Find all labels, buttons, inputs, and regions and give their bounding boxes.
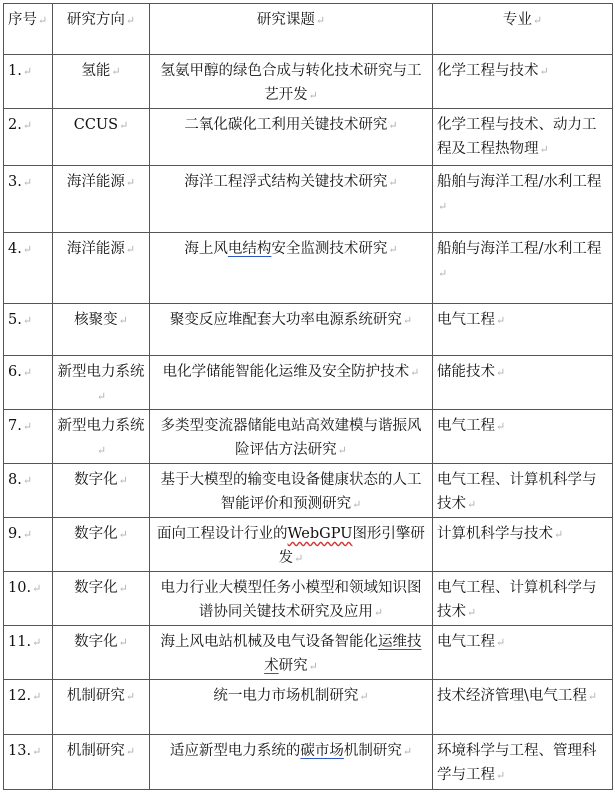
table-row <box>4 626 613 680</box>
header-direction: 研究方向↵ <box>53 4 150 55</box>
row-direction: CCUS↵ <box>53 109 150 166</box>
row-topic: 适应新型电力系统的碳市场机制研究↵ <box>150 735 433 790</box>
table-row <box>4 572 613 626</box>
row-topic: 电力行业大模型任务小模型和领域知识图谱协同关键技术研究及应用↵ <box>150 572 433 626</box>
row-major: 船舶与海洋工程/水利工程↵ <box>433 233 613 304</box>
row-major: 电气工程↵ <box>433 626 613 680</box>
row-direction: 核聚变↵ <box>53 304 150 356</box>
row-direction: 数字化↵ <box>53 464 150 518</box>
tracked-change-text: 运维技术 <box>264 634 422 674</box>
header-major: 专业↵ <box>433 4 613 55</box>
row-major: 船舶与海洋工程/水利工程↵ <box>433 166 613 233</box>
row-topic: 电化学储能智能化运维及安全防护技术↵ <box>150 356 433 410</box>
row-seq: 10.↵ <box>4 572 53 626</box>
row-seq: 8.↵ <box>4 464 53 518</box>
row-major: 计算机科学与技术↵ <box>433 518 613 572</box>
row-direction: 机制研究↵ <box>53 680 150 735</box>
row-topic: 海洋工程浮式结构关键技术研究↵ <box>150 166 433 233</box>
row-major: 化学工程与技术、动力工程及工程热物理↵ <box>433 109 613 166</box>
row-major: 电气工程↵ <box>433 304 613 356</box>
row-major: 储能技术↵ <box>433 356 613 410</box>
table-row <box>4 356 613 410</box>
row-direction: 氢能↵ <box>53 55 150 109</box>
row-seq: 5.↵ <box>4 304 53 356</box>
row-direction: 新型电力系统↵ <box>53 356 150 410</box>
spellcheck-flagged-text: WebGPU <box>287 526 353 542</box>
row-seq: 12.↵ <box>4 680 53 735</box>
table-row <box>4 233 613 304</box>
row-major: 电气工程↵ <box>433 410 613 464</box>
row-seq: 13.↵ <box>4 735 53 790</box>
table-row <box>4 680 613 735</box>
row-seq: 4.↵ <box>4 233 53 304</box>
header-seq: 序号↵ <box>4 4 53 55</box>
table-header-row <box>4 4 613 55</box>
row-seq: 9.↵ <box>4 518 53 572</box>
table-row <box>4 304 613 356</box>
row-major: 电气工程、计算机科学与技术↵ <box>433 464 613 518</box>
row-topic: 海上风电站机械及电气设备智能化运维技术研究↵ <box>150 626 433 680</box>
tracked-change-text: 碳市场 <box>300 743 344 759</box>
table-row <box>4 166 613 233</box>
row-topic: 二氧化碳化工利用关键技术研究↵ <box>150 109 433 166</box>
table-row <box>4 464 613 518</box>
row-direction: 海洋能源↵ <box>53 166 150 233</box>
row-topic: 多类型变流器储能电站高效建模与谐振风险评估方法研究↵ <box>150 410 433 464</box>
table-row <box>4 55 613 109</box>
row-major: 技术经济管理\电气工程↵ <box>433 680 613 735</box>
row-topic: 氢氨甲醇的绿色合成与转化技术研究与工艺开发↵ <box>150 55 433 109</box>
row-seq: 3.↵ <box>4 166 53 233</box>
row-direction: 海洋能源↵ <box>53 233 150 304</box>
row-direction: 数字化↵ <box>53 518 150 572</box>
row-topic: 海上风电结构安全监测技术研究↵ <box>150 233 433 304</box>
row-topic: 聚变反应堆配套大功率电源系统研究↵ <box>150 304 433 356</box>
row-major: 化学工程与技术↵ <box>433 55 613 109</box>
row-topic: 面向工程设计行业的WebGPU图形引擎研发↵ <box>150 518 433 572</box>
table-row <box>4 410 613 464</box>
tracked-change-text: 电结构 <box>227 241 272 257</box>
row-direction: 数字化↵ <box>53 626 150 680</box>
row-seq: 11.↵ <box>4 626 53 680</box>
row-direction: 数字化↵ <box>53 572 150 626</box>
row-seq: 6.↵ <box>4 356 53 410</box>
row-direction: 新型电力系统↵ <box>53 410 150 464</box>
table-row <box>4 518 613 572</box>
research-topics-table <box>3 3 613 790</box>
row-direction: 机制研究↵ <box>53 735 150 790</box>
row-seq: 2.↵ <box>4 109 53 166</box>
row-topic: 基于大模型的输变电设备健康状态的人工智能评价和预测研究↵ <box>150 464 433 518</box>
row-seq: 1.↵ <box>4 55 53 109</box>
row-major: 电气工程、计算机科学与技术↵ <box>433 572 613 626</box>
row-topic: 统一电力市场机制研究↵ <box>150 680 433 735</box>
row-seq: 7.↵ <box>4 410 53 464</box>
header-topic: 研究课题↵ <box>150 4 433 55</box>
table-row <box>4 109 613 166</box>
table-row <box>4 735 613 790</box>
row-major: 环境科学与工程、管理科学与工程↵ <box>433 735 613 790</box>
